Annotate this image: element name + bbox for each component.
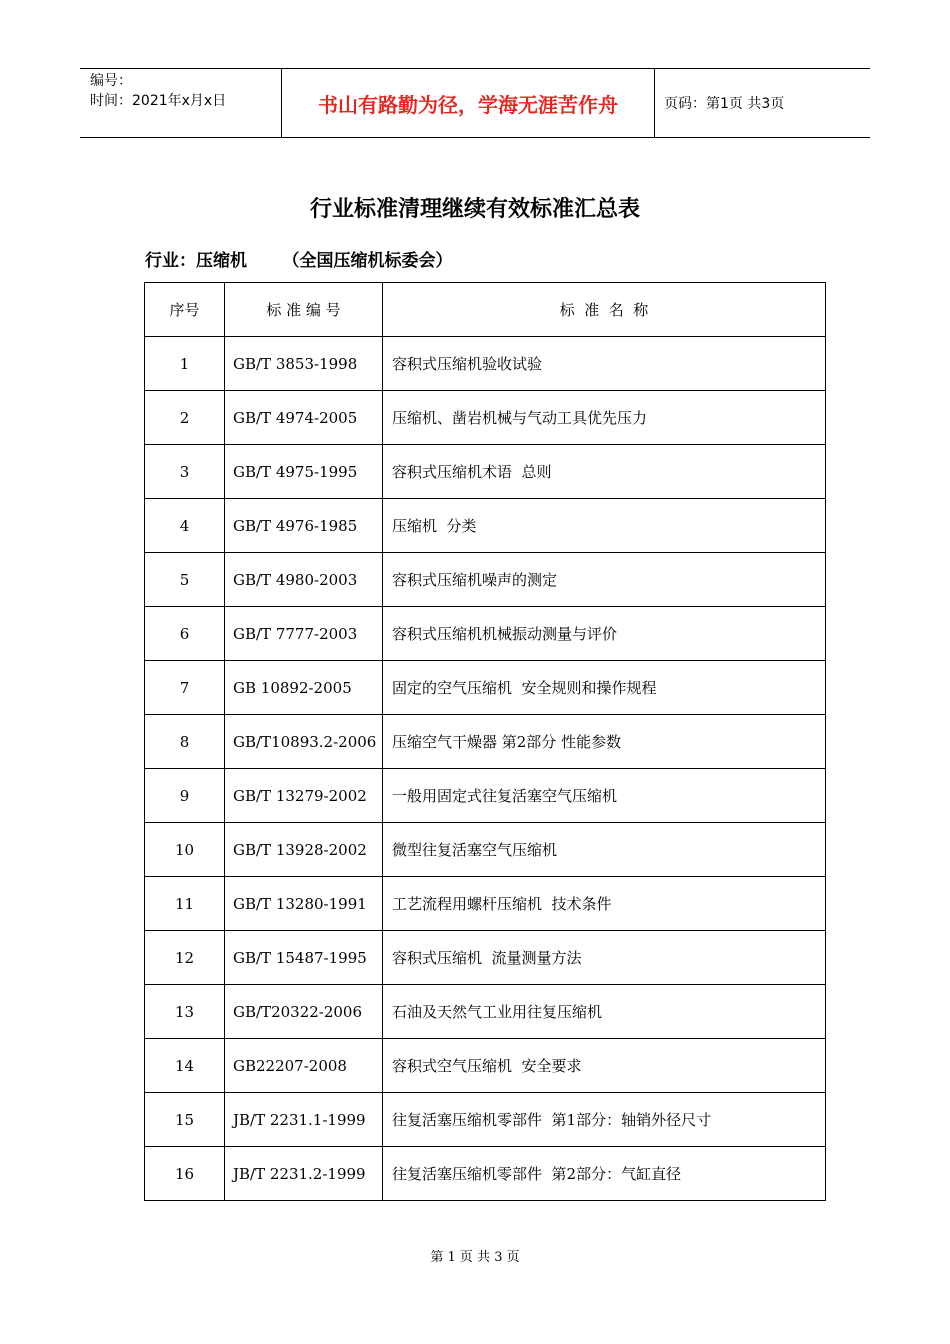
row-code: GB 10892-2005 bbox=[225, 661, 383, 715]
table-row bbox=[145, 445, 826, 499]
row-seq: 9 bbox=[145, 769, 225, 823]
row-code: GB/T 13928-2002 bbox=[225, 823, 383, 877]
row-code: GB22207-2008 bbox=[225, 1039, 383, 1093]
row-name: 往复活塞压缩机零部件 第2部分：气缸直径 bbox=[383, 1147, 826, 1201]
row-seq: 6 bbox=[145, 607, 225, 661]
header-seq: 序号 bbox=[145, 283, 225, 337]
header-code: 标 准 编 号 bbox=[225, 283, 383, 337]
row-seq: 1 bbox=[145, 337, 225, 391]
row-name: 容积式空气压缩机 安全要求 bbox=[383, 1039, 826, 1093]
row-code: GB/T 13279-2002 bbox=[225, 769, 383, 823]
header-meta bbox=[90, 71, 226, 111]
row-seq: 15 bbox=[145, 1093, 225, 1147]
row-seq: 4 bbox=[145, 499, 225, 553]
time-label: 时间：2021年x月x日 bbox=[90, 93, 227, 109]
header-name: 标 准 名 称 bbox=[383, 283, 826, 337]
table-row bbox=[145, 553, 826, 607]
row-code: JB/T 2231.1-1999 bbox=[225, 1093, 383, 1147]
table-row bbox=[145, 607, 826, 661]
table-row bbox=[145, 1039, 826, 1093]
row-name: 容积式压缩机机械振动测量与评价 bbox=[383, 607, 826, 661]
row-name: 容积式压缩机 流量测量方法 bbox=[383, 931, 826, 985]
row-code: GB/T 4974-2005 bbox=[225, 391, 383, 445]
header-divider bbox=[654, 69, 655, 137]
table-body bbox=[145, 337, 826, 1201]
row-code: GB/T20322-2006 bbox=[225, 985, 383, 1039]
page-footer: 第 1 页 共 3 页 bbox=[430, 1250, 520, 1265]
code-label: 编号： bbox=[90, 73, 132, 89]
table-row bbox=[145, 931, 826, 985]
table-row bbox=[145, 337, 826, 391]
industry-line: 行业：压缩机 （全国压缩机标委会） bbox=[145, 251, 453, 271]
row-seq: 10 bbox=[145, 823, 225, 877]
row-seq: 7 bbox=[145, 661, 225, 715]
table-row bbox=[145, 769, 826, 823]
row-name: 容积式压缩机噪声的测定 bbox=[383, 553, 826, 607]
page-header bbox=[80, 68, 870, 138]
table-header-row bbox=[145, 283, 826, 337]
row-name: 一般用固定式往复活塞空气压缩机 bbox=[383, 769, 826, 823]
table-row bbox=[145, 823, 826, 877]
row-code: GB/T 7777-2003 bbox=[225, 607, 383, 661]
table-row bbox=[145, 1093, 826, 1147]
row-name: 压缩空气干燥器 第2部分 性能参数 bbox=[383, 715, 826, 769]
header-motto: 书山有路勤为径，学海无涯苦作舟 bbox=[318, 93, 618, 117]
table-row bbox=[145, 499, 826, 553]
row-seq: 2 bbox=[145, 391, 225, 445]
table-row bbox=[145, 391, 826, 445]
table-row bbox=[145, 661, 826, 715]
row-seq: 5 bbox=[145, 553, 225, 607]
row-name: 容积式压缩机术语 总则 bbox=[383, 445, 826, 499]
row-code: GB/T 4975-1995 bbox=[225, 445, 383, 499]
row-name: 压缩机、凿岩机械与气动工具优先压力 bbox=[383, 391, 826, 445]
header-page-info: 页码：第1页 共3页 bbox=[664, 96, 785, 112]
standards-table bbox=[144, 282, 826, 1201]
row-seq: 11 bbox=[145, 877, 225, 931]
row-code: GB/T 3853-1998 bbox=[225, 337, 383, 391]
row-code: GB/T 15487-1995 bbox=[225, 931, 383, 985]
row-seq: 8 bbox=[145, 715, 225, 769]
table-row bbox=[145, 715, 826, 769]
row-name: 容积式压缩机验收试验 bbox=[383, 337, 826, 391]
row-code: GB/T 4976-1985 bbox=[225, 499, 383, 553]
row-seq: 14 bbox=[145, 1039, 225, 1093]
table-row bbox=[145, 877, 826, 931]
row-code: GB/T10893.2-2006 bbox=[225, 715, 383, 769]
row-name: 往复活塞压缩机零部件 第1部分：轴销外径尺寸 bbox=[383, 1093, 826, 1147]
row-seq: 12 bbox=[145, 931, 225, 985]
table-row bbox=[145, 985, 826, 1039]
row-code: GB/T 13280-1991 bbox=[225, 877, 383, 931]
row-name: 微型往复活塞空气压缩机 bbox=[383, 823, 826, 877]
document-title: 行业标准清理继续有效标准汇总表 bbox=[309, 197, 640, 222]
row-code: JB/T 2231.2-1999 bbox=[225, 1147, 383, 1201]
row-seq: 3 bbox=[145, 445, 225, 499]
row-name: 固定的空气压缩机 安全规则和操作规程 bbox=[383, 661, 826, 715]
row-name: 压缩机 分类 bbox=[383, 499, 826, 553]
row-seq: 16 bbox=[145, 1147, 225, 1201]
table-row bbox=[145, 1147, 826, 1201]
row-name: 石油及天然气工业用往复压缩机 bbox=[383, 985, 826, 1039]
row-name: 工艺流程用螺杆压缩机 技术条件 bbox=[383, 877, 826, 931]
row-code: GB/T 4980-2003 bbox=[225, 553, 383, 607]
row-seq: 13 bbox=[145, 985, 225, 1039]
